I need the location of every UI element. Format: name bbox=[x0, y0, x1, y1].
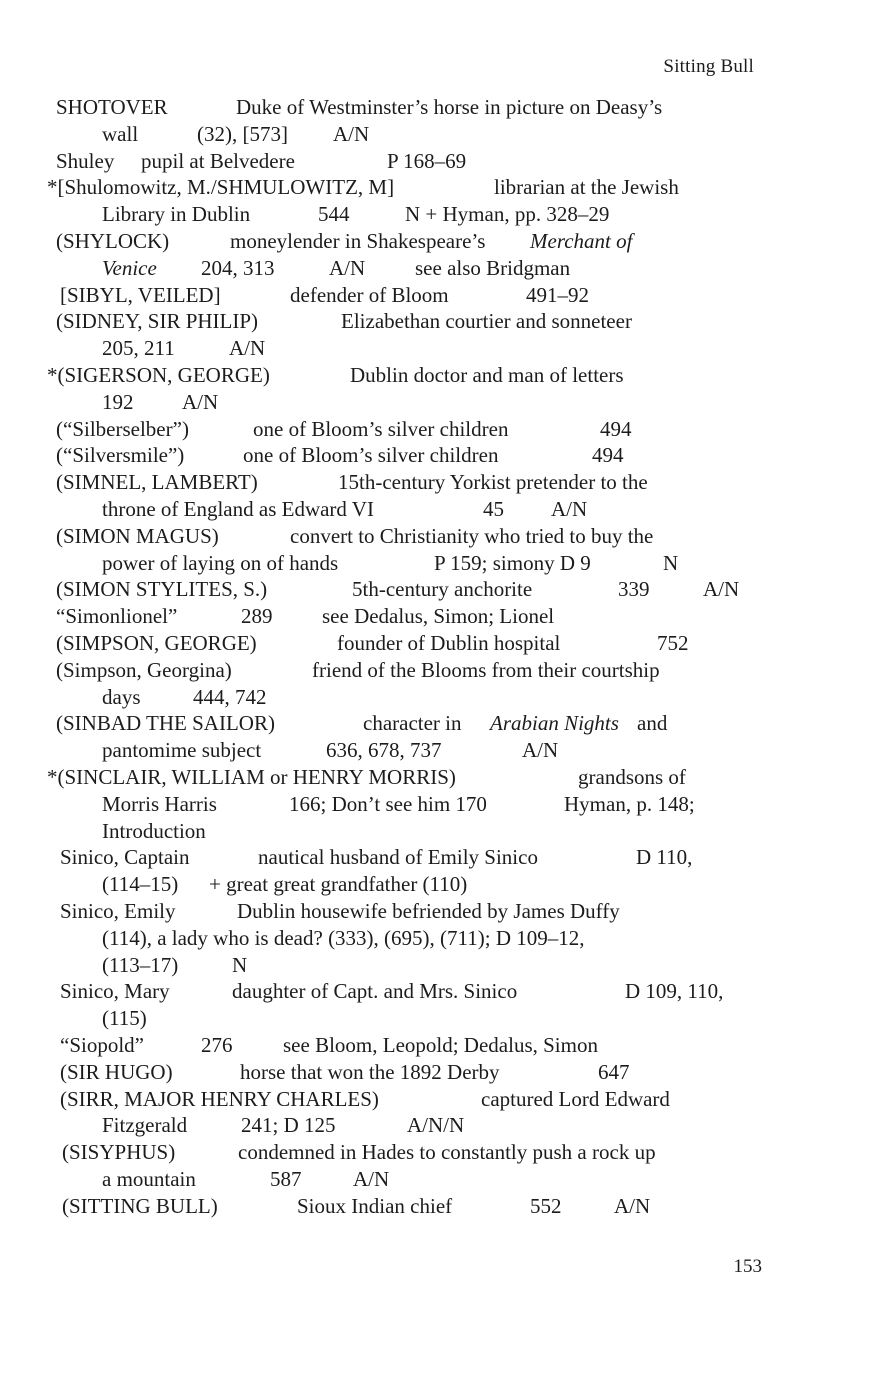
entry-text: 241; D 125 bbox=[241, 1113, 336, 1138]
entry-text: a mountain bbox=[102, 1167, 196, 1191]
entry-text: condemned in Hades to constantly push a rock up bbox=[238, 1140, 656, 1165]
entry-text: N bbox=[663, 550, 679, 575]
entry-text: nautical husband of Emily Sinico bbox=[258, 845, 538, 870]
entry-text: (32), [573] bbox=[197, 121, 288, 146]
entry-text: wall bbox=[102, 121, 139, 146]
entry-text: grandsons of bbox=[578, 765, 686, 789]
entry-text: *(SINCLAIR, WILLIAM or HENRY MORRIS) bbox=[47, 765, 456, 789]
entry-text: founder of Dublin hospital bbox=[337, 631, 561, 655]
entry-text: see also Bridgman bbox=[415, 255, 571, 280]
entry-text: P 159; simony D 9 bbox=[434, 550, 591, 575]
entry-text: A/N bbox=[703, 577, 740, 602]
entry-text: Morris Harris bbox=[102, 791, 217, 816]
entry-text: Dublin doctor and man of letters bbox=[350, 363, 624, 387]
entry-text: SHOTOVER bbox=[56, 95, 168, 119]
entry-text: 5th-century anchorite bbox=[352, 577, 533, 602]
entry-text: (SIRR, MAJOR HENRY CHARLES) bbox=[60, 1086, 379, 1111]
entry-text: one of Bloom’s silver children bbox=[243, 443, 499, 468]
entry-text: “Siopold” bbox=[60, 1033, 144, 1057]
entry-text: 204, 313 bbox=[201, 255, 275, 280]
running-head: Sitting Bull bbox=[663, 56, 754, 77]
entry-text: 289 bbox=[241, 604, 273, 629]
entry-text: (114), a lady who is dead? (333), (695), (711); D 109–12, bbox=[102, 925, 585, 950]
entry-text: one of Bloom’s silver children bbox=[253, 416, 509, 441]
entry-text: Sinico, Emily bbox=[60, 899, 176, 923]
entry-text: Elizabethan courtier and sonneteer bbox=[341, 309, 632, 334]
entry-text: 192 bbox=[102, 389, 134, 414]
entry-text: friend of the Blooms from their courtship bbox=[312, 657, 660, 682]
entry-text: captured Lord Edward bbox=[481, 1086, 670, 1111]
entry-text: N + Hyman, pp. 328–29 bbox=[405, 202, 610, 227]
entry-text: (SIMNEL, LAMBERT) bbox=[56, 470, 258, 495]
entry-text: see Bloom, Leopold; Dedalus, Simon bbox=[283, 1033, 598, 1057]
entry-text: (114–15) bbox=[102, 872, 179, 897]
entry-text: Arabian Nights bbox=[490, 711, 619, 736]
entry-text: 339 bbox=[618, 577, 650, 602]
entry-text: (SISYPHUS) bbox=[62, 1140, 176, 1165]
entry-text: A/N bbox=[551, 497, 588, 521]
entry-text: Venice bbox=[102, 255, 157, 280]
entry-text: 552 bbox=[530, 1193, 562, 1218]
entry-text: (SIDNEY, SIR PHILIP) bbox=[56, 309, 259, 334]
entry-text: A/N bbox=[522, 738, 559, 763]
entry-text: (SIMON STYLITES, S.) bbox=[56, 577, 268, 602]
entry-text: Hyman, p. 148; bbox=[564, 791, 695, 816]
entry-text: 494 bbox=[592, 443, 624, 468]
entry-text: Dublin housewife befriended by James Duffy bbox=[237, 899, 620, 923]
entry-text: daughter of Capt. and Mrs. Sinico bbox=[232, 979, 518, 1004]
entry-text: Merchant of bbox=[530, 229, 633, 253]
entry-text: (SIR HUGO) bbox=[60, 1059, 173, 1084]
entry-text: N bbox=[232, 952, 248, 977]
entry-text: power of laying on of hands bbox=[102, 550, 339, 575]
entry-text: A/N/N bbox=[407, 1113, 465, 1138]
entry-text: pantomime subject bbox=[102, 738, 262, 763]
entry-text: and bbox=[637, 711, 668, 736]
entry-text: character in bbox=[363, 711, 462, 736]
page-number: 153 bbox=[733, 1256, 762, 1277]
entry-text: librarian at the Jewish bbox=[494, 175, 679, 200]
entry-text: D 109, 110, bbox=[625, 979, 724, 1004]
entry-text: Introduction bbox=[102, 818, 206, 843]
entry-text: 636, 678, 737 bbox=[326, 738, 442, 763]
entry-text: “Simonlionel” bbox=[56, 604, 178, 629]
entry-text: moneylender in Shakespeare’s bbox=[230, 229, 486, 253]
entry-text: (“Silberselber”) bbox=[56, 416, 189, 441]
entry-text: Sinico, Captain bbox=[60, 845, 190, 870]
entry-text: 15th-century Yorkist pretender to the bbox=[338, 470, 648, 495]
entry-text: A/N bbox=[614, 1193, 651, 1218]
entry-text: convert to Christianity who tried to buy the bbox=[290, 523, 654, 548]
entry-text: A/N bbox=[333, 121, 370, 146]
entry-text: *(SIGERSON, GEORGE) bbox=[47, 363, 270, 387]
entry-text: Sioux Indian chief bbox=[297, 1193, 453, 1218]
entry-text: 45 bbox=[483, 497, 504, 521]
entry-text: Sinico, Mary bbox=[60, 979, 170, 1004]
entry-text: A/N bbox=[329, 255, 366, 280]
entry-text: 647 bbox=[598, 1059, 630, 1084]
entry-text: 166; Don’t see him 170 bbox=[289, 791, 487, 816]
entry-text: 444, 742 bbox=[193, 684, 267, 709]
entry-text: 587 bbox=[270, 1167, 302, 1191]
entry-text: days bbox=[102, 684, 141, 709]
entry-text: (SIMPSON, GEORGE) bbox=[56, 631, 257, 655]
entry-text: Library in Dublin bbox=[102, 202, 251, 227]
entry-text: throne of England as Edward VI bbox=[102, 497, 374, 521]
entry-text: see Dedalus, Simon; Lionel bbox=[322, 604, 555, 629]
entry-text: (Simpson, Georgina) bbox=[56, 657, 232, 682]
entry-text: A/N bbox=[353, 1167, 390, 1191]
entry-text: 494 bbox=[600, 416, 632, 441]
entry-text: defender of Bloom bbox=[290, 282, 449, 307]
entry-text: [SIBYL, VEILED] bbox=[60, 282, 221, 307]
entry-text: 276 bbox=[201, 1033, 233, 1057]
entry-text: *[Shulomowitz, M./SHMULOWITZ, M] bbox=[47, 175, 395, 200]
entry-text: horse that won the 1892 Derby bbox=[240, 1059, 500, 1084]
entry-text: A/N bbox=[229, 336, 266, 361]
entry-text: (SITTING BULL) bbox=[62, 1193, 218, 1218]
entry-text: 491–92 bbox=[526, 282, 589, 307]
entry-text: (“Silversmile”) bbox=[56, 443, 185, 468]
entry-text: (SIMON MAGUS) bbox=[56, 523, 219, 548]
entry-text: Duke of Westminster’s horse in picture on Deasy’s bbox=[236, 95, 663, 119]
entry-text: A/N bbox=[182, 389, 219, 414]
entry-text: + great great grandfather (110) bbox=[209, 872, 468, 897]
entry-text: Shuley bbox=[56, 148, 115, 173]
entry-text: P 168–69 bbox=[387, 148, 467, 173]
entry-text: 544 bbox=[318, 202, 350, 227]
entry-text: (SHYLOCK) bbox=[56, 229, 170, 253]
entry-text: (SINBAD THE SAILOR) bbox=[56, 711, 275, 736]
entry-text: pupil at Belvedere bbox=[141, 148, 295, 173]
entry-text: 752 bbox=[657, 631, 689, 655]
entry-text: (115) bbox=[102, 1006, 147, 1031]
entry-text: D 110, bbox=[636, 845, 693, 870]
entry-text: 205, 211 bbox=[102, 336, 175, 361]
entry-text: Fitzgerald bbox=[102, 1113, 188, 1138]
entry-text: (113–17) bbox=[102, 952, 179, 977]
